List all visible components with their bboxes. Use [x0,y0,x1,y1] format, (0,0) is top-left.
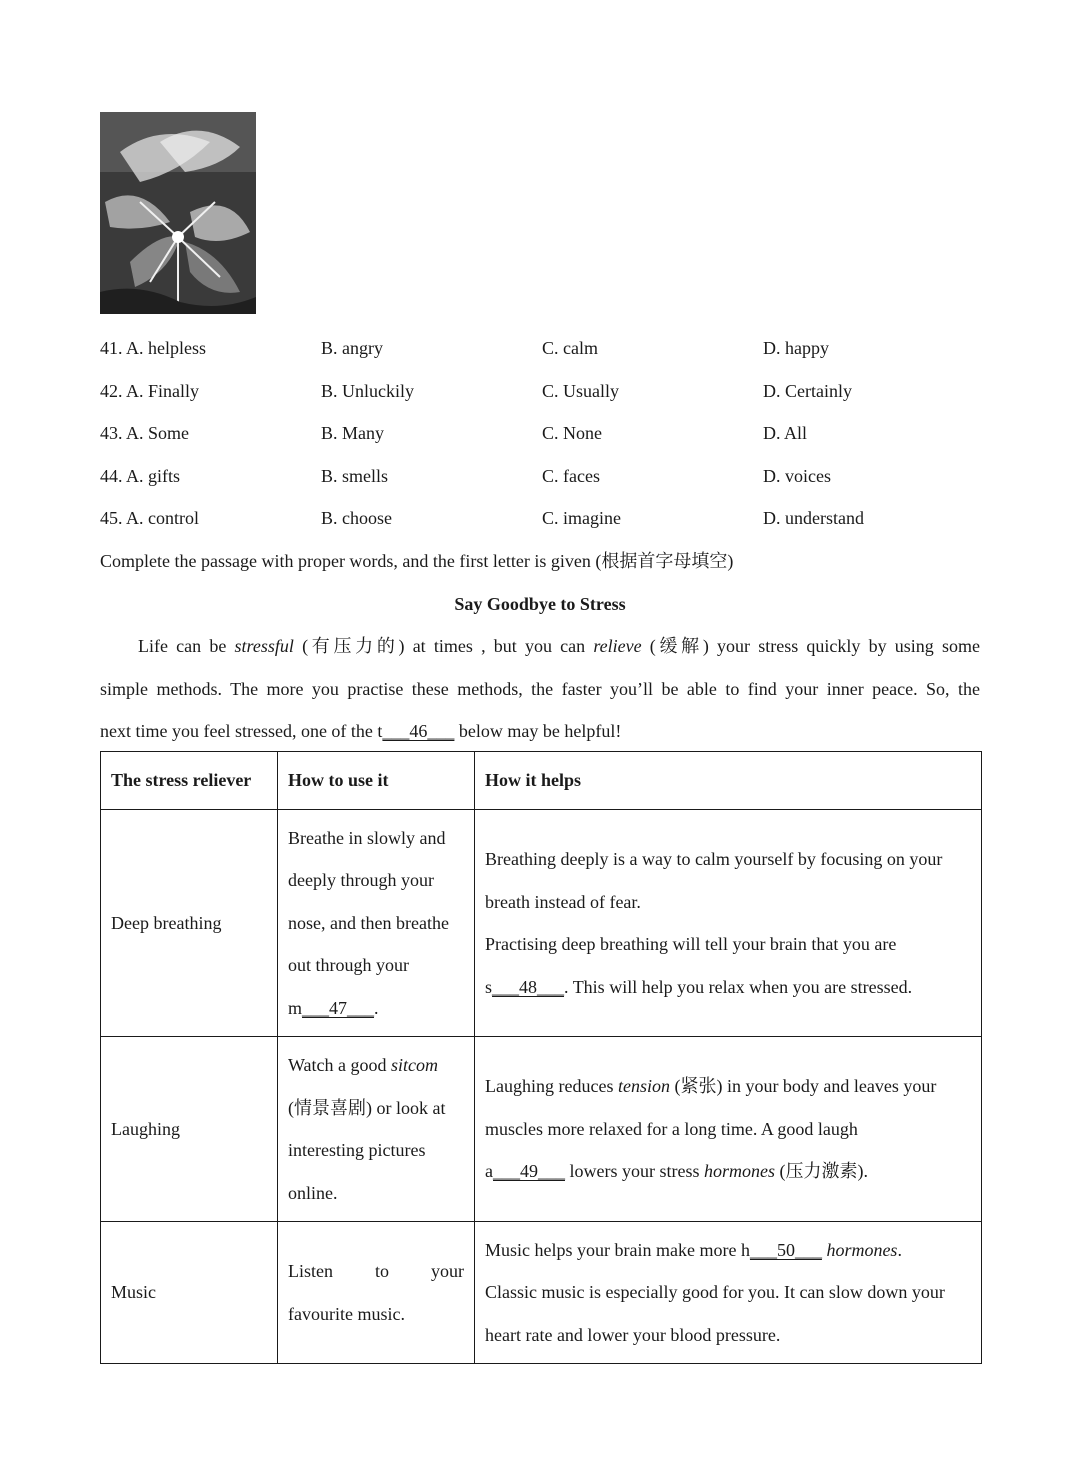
option-c: C. Usually [542,380,620,401]
plant-photo [100,112,256,314]
option-b: B. angry [321,338,383,358]
option-a: 41. A. helpless [100,338,206,358]
answer-blank-50[interactable]: ___50___ [749,1239,822,1260]
table-row [101,1037,982,1222]
option-a: 45. A. control [100,508,199,528]
reliever-cell: Music [101,1222,278,1364]
option-c: C. faces [542,465,600,486]
reliever-cell: Laughing [101,1037,278,1222]
passage-line-3 [100,710,980,753]
multiple-choice-options [100,330,1000,543]
option-row-43 [100,415,1000,458]
cell-text: . This will help you relax when you are stressed. [564,976,913,997]
table-header-cell: The stress reliever [101,752,278,810]
cell-italic-word: tension [617,1076,670,1097]
cell-text: Watch a good [288,1055,392,1075]
plant-image [100,112,256,314]
how-it-helps-cell [475,810,982,1037]
cell-text: (紧张) in your body and leaves your muscles more relaxed for a long time. A good laugh [485,1076,937,1139]
option-row-44 [100,458,1000,501]
passage-italic-word: stressful [234,636,294,656]
passage-title: Say Goodbye to Stress [454,594,626,614]
cell-text: (情景喜剧) or look at interesting pictures online. [288,1097,446,1203]
cell-text-line [485,966,971,1009]
answer-blank-46[interactable]: ___46___ [382,721,455,741]
cell-text: . [897,1239,902,1260]
option-c: C. imagine [542,508,621,528]
cell-text: Breathing deeply is a way to calm yourself by focusing on your breath instead of fear. [485,849,943,912]
reliever-cell: Deep breathing [101,810,278,1037]
option-d: D. All [763,423,808,443]
how-to-use-cell [278,810,475,1037]
option-b: B. smells [321,465,389,486]
cell-text: . [374,997,379,1018]
cell-text: Music helps your brain make more h [485,1239,750,1260]
how-it-helps-cell [475,1222,982,1364]
stress-reliever-table [100,751,982,1364]
option-d: D. voices [763,465,831,486]
passage-body [100,625,980,753]
cell-text: lowers your stress [565,1161,704,1182]
cell-italic-word: hormones [703,1161,775,1182]
cell-text: (压力激素). [774,1161,868,1182]
option-b: B. Many [321,423,384,443]
cell-text: Breathe in slowly and deeply through your nose, and then breathe out through your m [288,827,449,1018]
cell-italic-word: hormones [826,1239,898,1260]
passage-text: Life can be [138,636,235,656]
how-to-use-cell [278,1222,475,1364]
option-row-42 [100,373,1000,416]
cell-text: favourite music. [288,1303,405,1324]
answer-blank-48[interactable]: ___48___ [492,976,565,997]
option-row-41 [100,330,1000,373]
how-to-use-cell [278,1037,475,1222]
option-a: 43. A. Some [100,423,190,443]
option-c: C. None [542,423,602,443]
option-d: D. Certainly [763,380,852,401]
table-row [101,810,982,1037]
option-a: 42. A. Finally [100,380,200,401]
cell-text: a [485,1161,493,1182]
option-d: D. understand [763,508,864,528]
answer-blank-49[interactable]: ___49___ [493,1161,565,1182]
answer-blank-47[interactable]: ___47___ [302,997,375,1018]
how-it-helps-cell [475,1037,982,1222]
option-row-45 [100,500,1000,543]
cell-text: Classic music is especially good for you. It can slow down your heart rate and lower your blood pressure. [485,1282,945,1345]
option-a: 44. A. gifts [100,465,181,486]
passage-text: next time you feel stressed, one of the t [100,721,383,741]
passage-text: below may be helpful! [454,721,622,741]
cell-text: s [485,976,493,997]
table-row [101,1222,982,1364]
option-c: C. calm [542,338,598,358]
table-header-cell: How to use it [278,752,475,810]
table-header-row [101,752,982,810]
cell-text: Laughing reduces [485,1076,618,1097]
table-header-cell: How it helps [475,752,982,810]
cell-italic-word: sitcom [391,1055,439,1075]
passage-text: (有压力的) at times , but you can [293,636,594,656]
cell-text: Practising deep breathing will tell your brain that you are [485,934,897,954]
option-b: B. Unluckily [321,380,414,401]
passage-italic-word: relieve [593,636,642,656]
option-d: D. happy [763,338,829,358]
option-b: B. choose [321,508,392,528]
passage-line-1 [100,625,980,668]
cell-text: Listen to your [288,1261,464,1281]
passage-line-2: simple methods. The more you practise these methods, the faster you’ll be able to find your inner peace. So, the [100,678,980,699]
cell-text-line [485,1229,971,1272]
passage-text: (缓解) your stress quickly by using some [641,636,980,656]
section-instruction: Complete the passage with proper words, and the first letter is given (根据首字母填空) [100,551,734,571]
